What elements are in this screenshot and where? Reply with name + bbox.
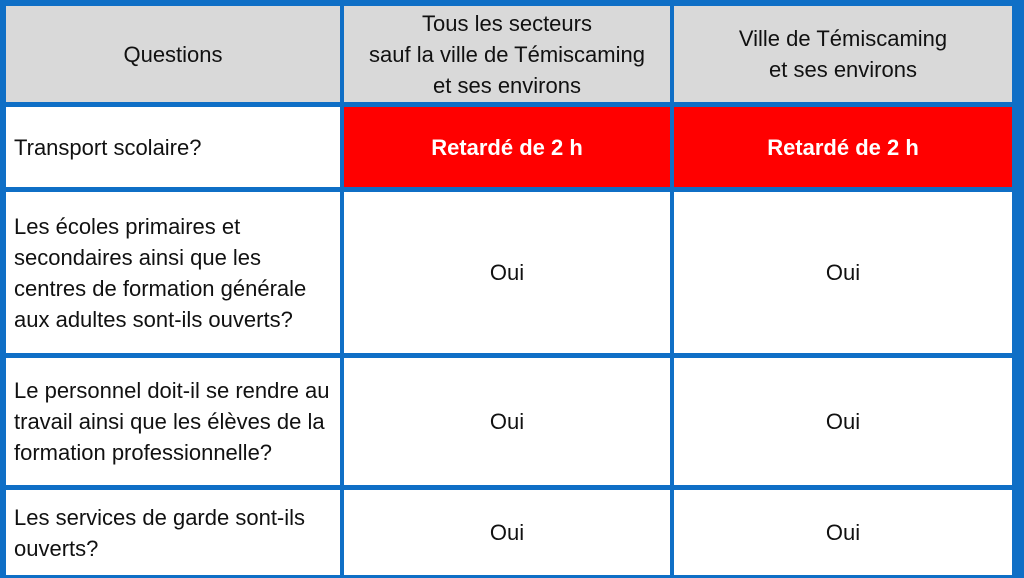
status-badge-transport-temiscaming: Retardé de 2 h bbox=[674, 107, 1012, 187]
question-staff-work: Le personnel doit-il se rendre au travail ainsi que les élèves de la formation professionnelle? bbox=[6, 358, 340, 485]
question-school-transport: Transport scolaire? bbox=[6, 107, 340, 187]
answer-staff-all-sectors: Oui bbox=[344, 358, 670, 485]
answer-schools-temiscaming: Oui bbox=[674, 192, 1012, 353]
header-temiscaming: Ville de Témiscaming et ses environs bbox=[674, 6, 1012, 102]
question-daycare-open: Les services de garde sont-ils ouverts? bbox=[6, 490, 340, 575]
answer-schools-all-sectors: Oui bbox=[344, 192, 670, 353]
header-all-sectors: Tous les secteurs sauf la ville de Témiscaming et ses environs bbox=[344, 6, 670, 102]
answer-staff-temiscaming: Oui bbox=[674, 358, 1012, 485]
answer-daycare-temiscaming: Oui bbox=[674, 490, 1012, 575]
header-questions: Questions bbox=[6, 6, 340, 102]
question-schools-open: Les écoles primaires et secondaires ainsi que les centres de formation générale aux adultes sont-ils ouverts? bbox=[6, 192, 340, 353]
status-badge-transport-all-sectors: Retardé de 2 h bbox=[344, 107, 670, 187]
answer-daycare-all-sectors: Oui bbox=[344, 490, 670, 575]
